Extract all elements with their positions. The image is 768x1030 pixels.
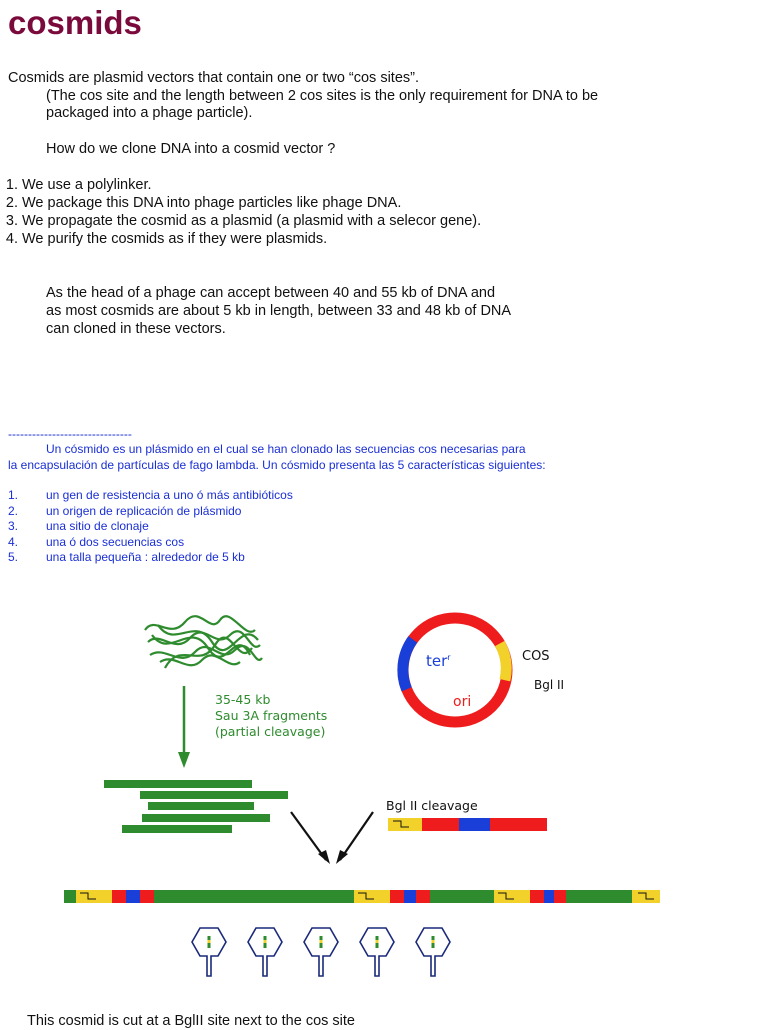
fragments-label-1: 35-45 kb (215, 692, 271, 707)
requirement-line-2: packaged into a phage particle). (46, 105, 253, 121)
fragments-label-3: (partial cleavage) (215, 724, 326, 739)
footer-text: This cosmid is cut at a BglII site next to the cos site (27, 1013, 355, 1029)
phage-particle (248, 928, 282, 976)
phage-particle (192, 928, 226, 976)
list-item: 4. We purify the cosmids as if they were plasmids. (5, 231, 328, 247)
phage-particle (304, 928, 338, 976)
spanish-list: 1. un gen de resistencia a uno ó más antibióticos 2. un origen de replicación de plásmido 3. una sitio de clonaje 4. una ó dos secuencias cos 5. una talla pequeña : alrededor de 5 kb (8, 488, 293, 564)
fragment-bar (122, 825, 232, 833)
plasmid-cos-segment (500, 644, 506, 681)
intro-text: Cosmids are plasmid vectors that contain one or two “cos sites”. (8, 70, 419, 86)
fragment-bar (104, 780, 252, 788)
fragments-label-2: Sau 3A fragments (215, 708, 328, 723)
phage-particle (360, 928, 394, 976)
fragment-bar (148, 802, 254, 810)
plasmid-bgl-label: Bgl II (534, 678, 565, 692)
dna-fragments (104, 780, 288, 833)
list-item: 2. We package this DNA into phage particles like phage DNA. (5, 195, 402, 211)
capacity-paragraph: As the head of a phage can accept between 40 and 55 kb of DNA and as most cosmids are about 5 kb in length, between 33 and 48 kb of DNA can cloned in these vectors. (46, 285, 512, 337)
down-arrow-head (178, 752, 190, 768)
phage-particle (416, 928, 450, 976)
fragment-bar (140, 791, 288, 799)
bgl-cleavage-label: Bgl II cleavage (386, 798, 478, 813)
spanish-line-2: la encapsulación de partículas de fago lambda. Un cósmido presenta las 5 características siguientes: (8, 458, 546, 472)
plasmid-blue-segment (403, 639, 413, 689)
phage-dna-marks (209, 936, 433, 948)
steps-list (0, 176, 481, 248)
list-item: 3. We propagate the cosmid as a plasmid (a plasmid with a selecor gene). (5, 213, 482, 229)
concatemer-strand (64, 890, 660, 903)
fragment-bar (142, 814, 270, 822)
list-item: 1. We use a polylinker. (5, 177, 152, 193)
genomic-dna-tangle (145, 616, 262, 668)
separator-line: ------------------------------- (8, 427, 132, 441)
plasmid-cos-label: COS (522, 649, 550, 664)
page-title: cosmids (8, 4, 142, 41)
plasmid-ter-label: ter$^r$ (426, 652, 451, 670)
phage-particles (192, 928, 450, 976)
cosmid-cloning-diagram (60, 600, 670, 1005)
linearized-vector (388, 818, 547, 831)
plasmid-ori-label: ori (453, 694, 472, 710)
spanish-line-1: Un cósmido es un plásmido en el cual se han clonado las secuencias cos necesarias para (46, 442, 526, 456)
question-text: How do we clone DNA into a cosmid vector ? (46, 141, 336, 157)
requirement-line-1: (The cos site and the length between 2 cos sites is the only requirement for DNA to be (46, 88, 599, 104)
ligation-arrows (291, 812, 373, 860)
